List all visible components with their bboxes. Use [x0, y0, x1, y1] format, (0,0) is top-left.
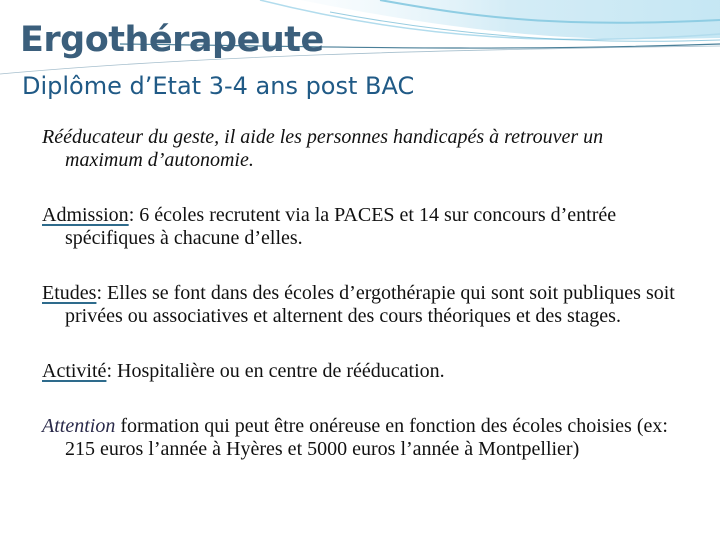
- etudes-text: : Elles se font dans des écoles d’ergothérapie qui sont soit publiques soit privées ou associatives et alternent des cours théoriques et des stages.: [65, 282, 675, 327]
- admission-label: Admission: [42, 204, 129, 226]
- paragraph-admission: [42, 204, 682, 250]
- paragraph-activite: [42, 360, 682, 383]
- etudes-label: Etudes: [42, 282, 97, 304]
- attention-label: Attention: [42, 415, 116, 437]
- paragraph-description: Rééducateur du geste, il aide les personnes handicapés à retrouver un maximum d’autonomie.: [42, 126, 604, 171]
- paragraph-attention: [42, 415, 682, 461]
- activite-text: : Hospitalière ou en centre de rééducation.: [106, 360, 445, 382]
- attention-text: formation qui peut être onéreuse en fonction des écoles choisies (ex: 215 euros l’année à Hyères et 5000 euros l’année à Montpellier): [65, 415, 668, 460]
- paragraph-etudes: [42, 282, 682, 328]
- activite-label: Activité: [42, 360, 107, 382]
- slide-title: Ergothérapeute: [20, 20, 324, 60]
- admission-text: : 6 écoles recrutent via la PACES et 14 sur concours d’entrée spécifiques à chacune d’elles.: [65, 204, 617, 249]
- content-body: [42, 126, 682, 493]
- slide-subtitle: Diplôme d’Etat 3-4 ans post BAC: [22, 72, 415, 100]
